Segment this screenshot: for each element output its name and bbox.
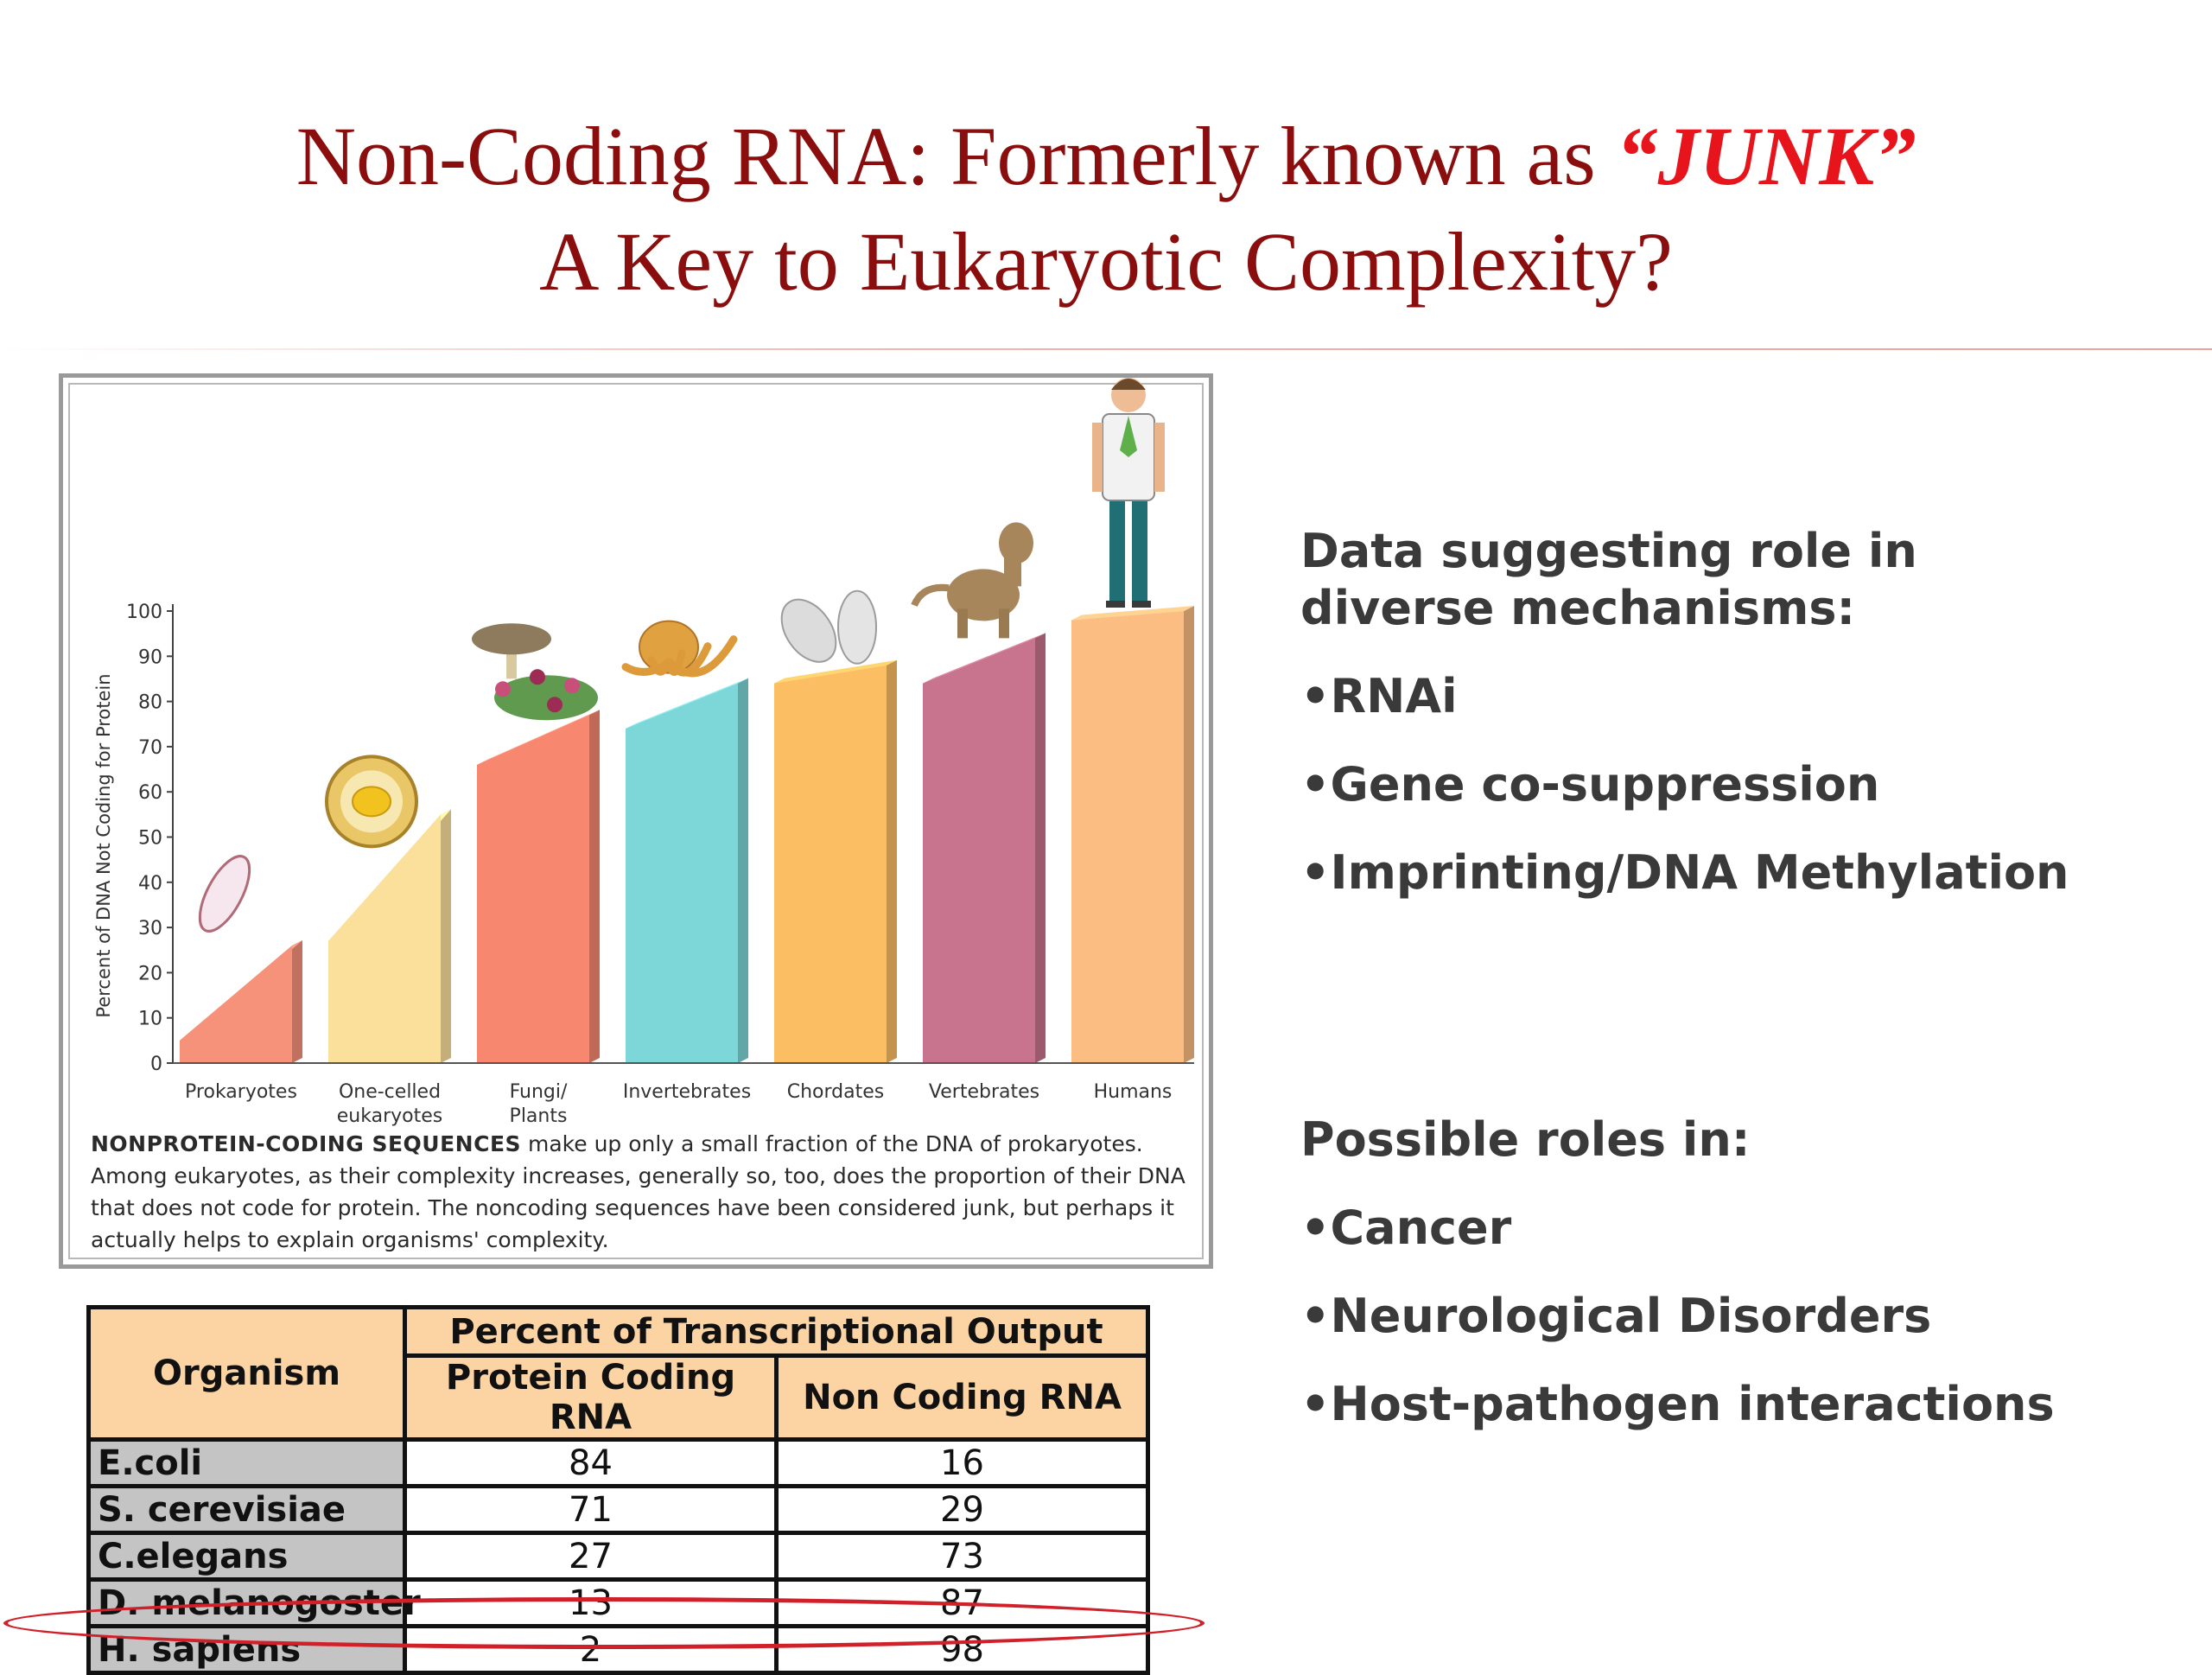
mechanism-item: •Imprinting/DNA Methylation [1300,845,2069,900]
header-protein-coding: Protein Coding RNA [405,1356,777,1440]
x-tick-label: Prokaryotes [185,1081,297,1103]
table-row [89,1533,1148,1580]
protein-cell: 13 [405,1580,777,1627]
cell-nucleus [353,787,391,816]
bar [180,946,292,1063]
mechanisms-heading-line-1: Data suggesting role in [1300,524,1917,578]
bar-side [292,940,302,1063]
x-tick-label: eukaryotes [336,1105,443,1127]
title-line-1 [0,104,2212,209]
dog-tail [914,588,949,606]
noncoding-cell: 87 [777,1580,1148,1627]
human-leg [1132,497,1147,606]
caption-body: make up only a small fraction of the DNA of prokaryotes. Among eukaryotes, as their complexity increases, generally so, too, does the proportion of their DNA that does not code for protein. The noncoding sequences have been considered junk, but perhaps it actually helps to explain organisms' complexity. [91,1131,1185,1252]
human-arm [1092,423,1103,492]
title-prefix: Non-Coding RNA: Formerly known as [296,110,1617,202]
x-tick-label: Chordates [786,1081,885,1103]
protein-cell: 71 [405,1487,777,1533]
bar [923,638,1035,1063]
header-percent-output: Percent of Transcriptional Output [405,1308,1148,1356]
bar-side [887,660,897,1063]
human-arm [1154,423,1165,492]
noncoding-cell: 98 [777,1627,1148,1673]
organism-cell [89,1487,405,1533]
bar [774,666,887,1063]
figure-caption [91,1128,1188,1256]
bar [626,684,738,1063]
table-header-row [89,1308,1148,1356]
flower [495,681,511,697]
role-item: •Cancer [1300,1201,1512,1255]
organism-cell [89,1440,405,1487]
x-tick-label: Vertebrates [928,1081,1040,1103]
table-row [89,1440,1148,1487]
organism-name: H. sapiens [98,1629,302,1670]
mechanism-item: •RNAi [1300,669,1458,723]
mushroom-flower-icon [472,623,551,654]
y-tick-label: 30 [138,918,162,940]
y-tick-label: 10 [138,1008,162,1030]
flower [564,678,580,693]
bar-side [1035,633,1046,1063]
organism-cell [89,1533,405,1580]
role-item: •Host-pathogen interactions [1300,1377,2055,1431]
mechanisms-block [1300,523,2164,901]
noncoding-cell: 29 [777,1487,1148,1533]
role-item: •Neurological Disorders [1300,1289,1932,1343]
roles-heading: Possible roles in: [1300,1112,1751,1167]
y-tick-label: 100 [126,602,162,623]
plant-leaves [494,675,598,720]
chordate-shape [838,591,876,664]
protein-cell: 84 [405,1440,777,1487]
flower [530,669,545,685]
bar [328,814,441,1063]
title-line-2: A Key to Eukaryotic Complexity? [539,215,1673,308]
human-shoe [1106,601,1125,608]
y-axis-title: Percent of DNA Not Coding for Protein [93,673,114,1018]
caption-lead: NONPROTEIN-CODING SEQUENCES [91,1131,522,1156]
human-hair [1111,379,1146,390]
table-row [89,1487,1148,1533]
x-tick-label: Fungi/ [509,1081,568,1103]
y-tick-label: 40 [138,872,162,895]
human-shoe [1132,601,1151,608]
dog-neck [1004,543,1021,586]
y-tick-label: 20 [138,963,162,985]
noncoding-dna-chart [63,378,1217,1130]
dog-leg [999,608,1009,638]
organism-name: E.coli [98,1443,203,1483]
chordate-icon [771,589,847,672]
bar-side [441,809,451,1063]
header-non-coding: Non Coding RNA [777,1356,1148,1440]
bar-side [1184,606,1194,1063]
dog-leg [957,608,968,638]
flower [547,697,563,712]
organism-name: D. melanogoster [98,1583,421,1623]
protein-cell: 2 [405,1627,777,1673]
y-tick-label: 80 [138,691,162,714]
bar [477,715,589,1063]
y-tick-label: 60 [138,782,162,805]
x-tick-label: Humans [1093,1081,1173,1103]
mechanisms-heading-line-2: diverse mechanisms: [1300,581,1856,635]
roles-block [1300,1111,2164,1433]
header-organism: Organism [89,1308,405,1440]
human-leg [1109,497,1125,606]
protein-cell: 27 [405,1533,777,1580]
bar-side [738,678,748,1063]
x-tick-label: Invertebrates [622,1081,752,1103]
y-tick-label: 90 [138,646,162,669]
figure-panel [59,373,1213,1269]
title-junk-word: “JUNK” [1616,110,1916,202]
noncoding-cell: 73 [777,1533,1148,1580]
x-tick-label: One-celled [338,1081,442,1103]
y-tick-label: 0 [150,1054,162,1075]
title-divider [0,348,2212,350]
y-tick-label: 70 [138,736,162,759]
slide-title [0,104,2212,315]
highlight-ellipse [3,1597,1205,1649]
noncoding-cell: 16 [777,1440,1148,1487]
organism-name: S. cerevisiae [98,1489,346,1530]
bacterium-icon [190,849,259,939]
y-tick-label: 50 [138,827,162,850]
organism-name: C.elegans [98,1536,289,1576]
bar [1071,611,1184,1063]
x-tick-label: Plants [509,1105,568,1127]
mechanism-item: •Gene co-suppression [1300,757,1880,812]
bar-side [589,710,600,1063]
